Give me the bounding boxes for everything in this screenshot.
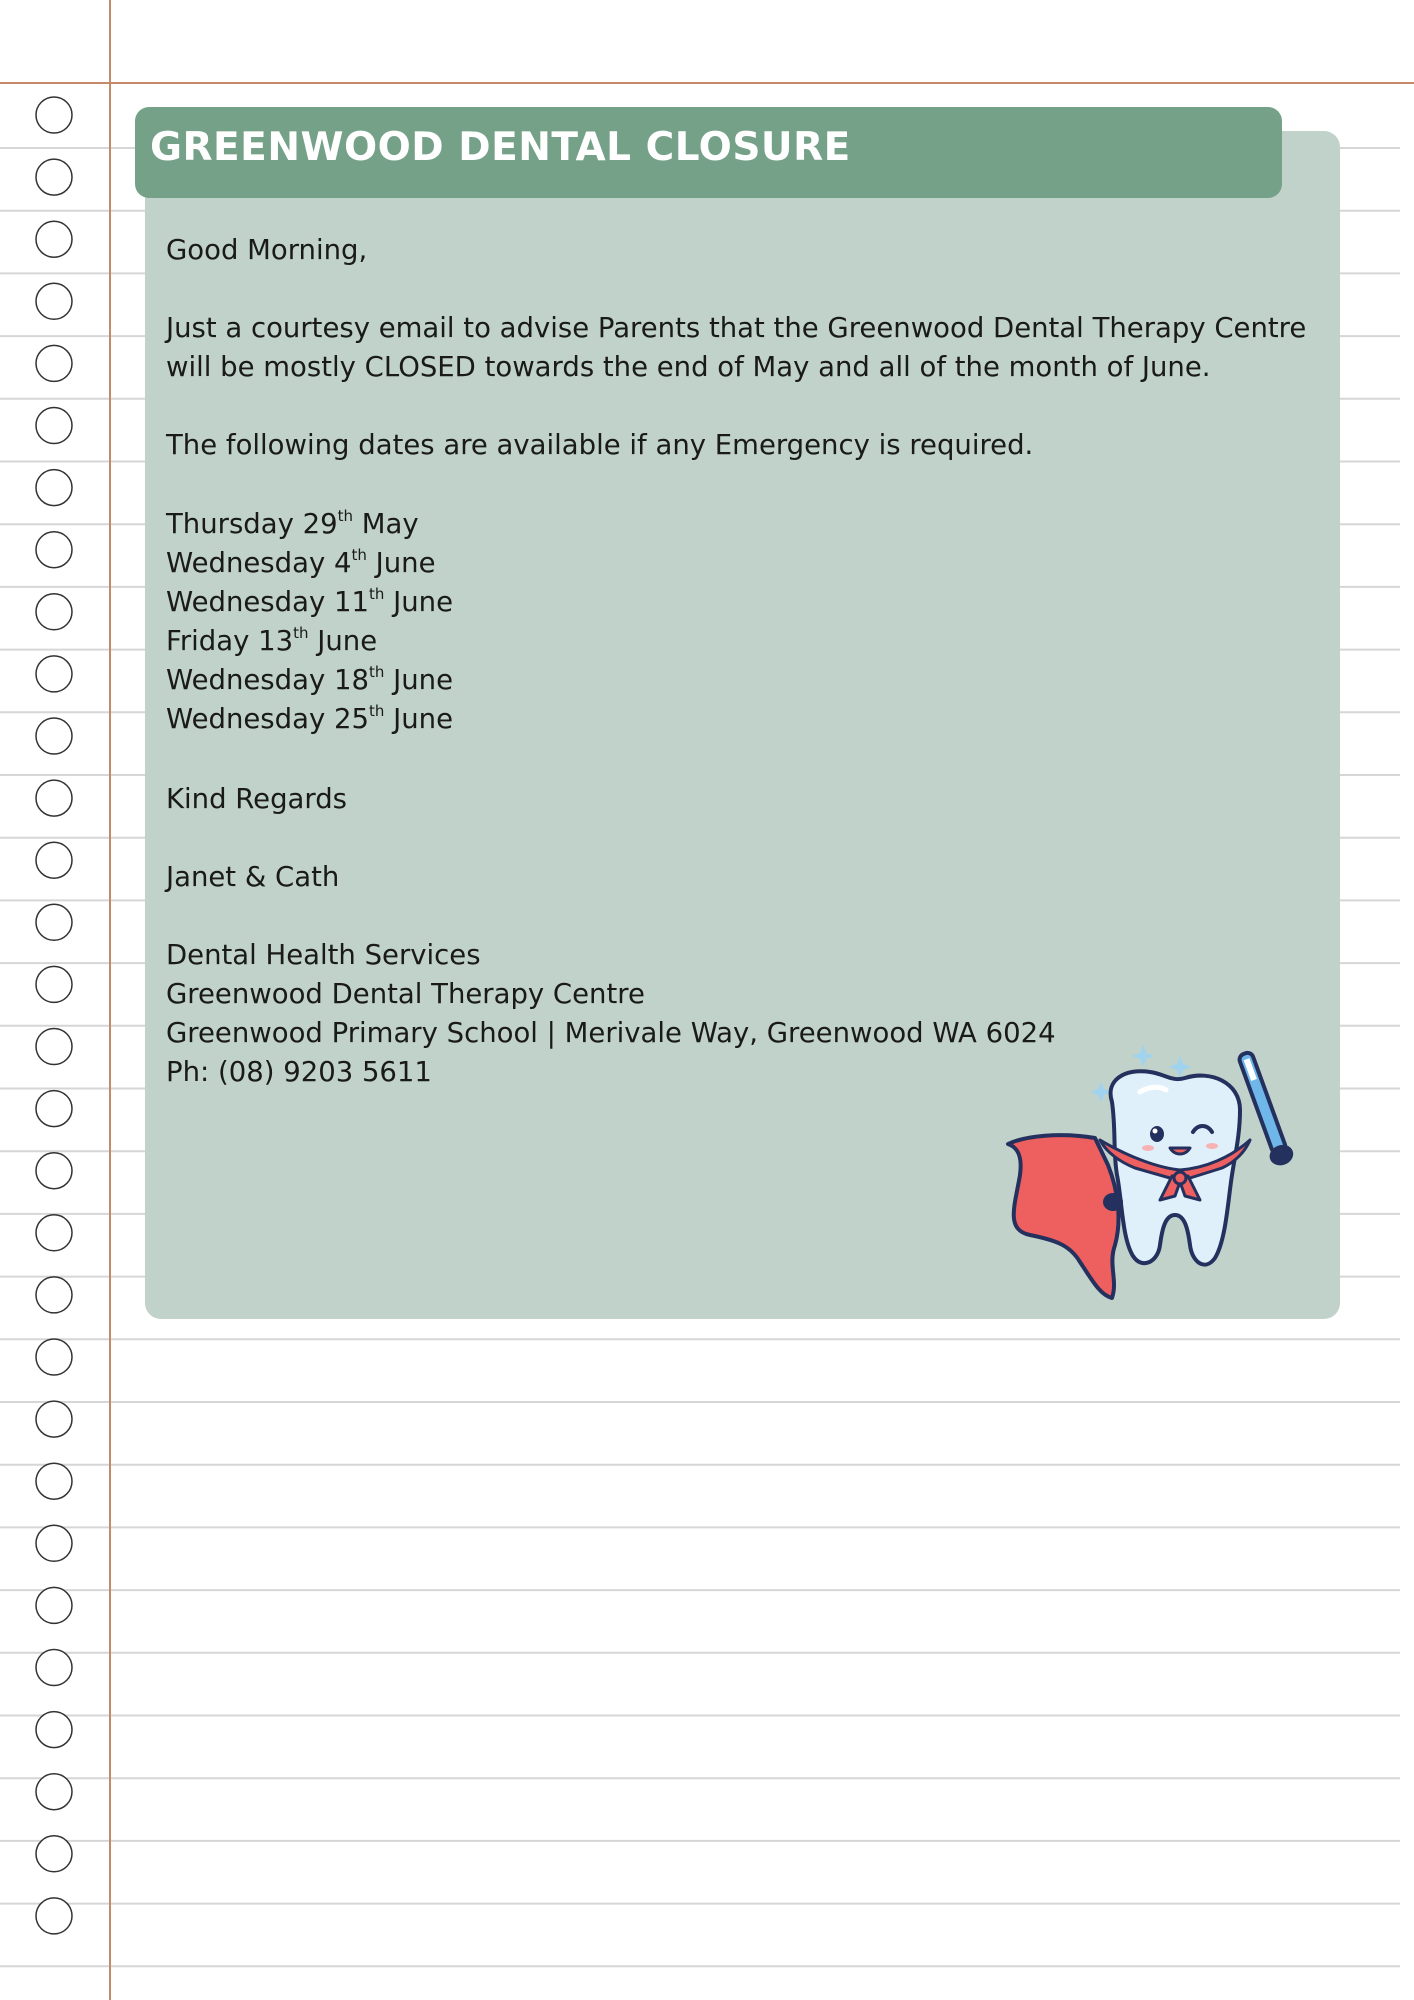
date-item: Wednesday 11th June (166, 584, 453, 618)
signatories: Janet & Cath (166, 861, 340, 893)
binder-hole-icon (36, 1898, 72, 1934)
binder-hole-icon (36, 1650, 72, 1686)
signature-address: Greenwood Primary School | Merivale Way, Greenwood WA 6024 (166, 1017, 1056, 1049)
binder-hole-icon (36, 470, 72, 506)
sign-off: Kind Regards (166, 783, 348, 815)
binder-hole-icon (36, 345, 72, 381)
date-item: Wednesday 4th June (166, 545, 436, 579)
emergency-dates-list (166, 505, 453, 739)
date-item: Wednesday 25th June (166, 701, 453, 735)
sparkle-icon (1132, 1045, 1154, 1067)
binder-hole-icon (36, 1029, 72, 1065)
greeting: Good Morning, (166, 234, 368, 266)
binder-hole-icon (36, 1774, 72, 1810)
date-item: Friday 13th June (166, 623, 378, 657)
signature-phone: Ph: (08) 9203 5611 (166, 1056, 432, 1088)
binder-hole-icon (36, 1401, 72, 1437)
intro-line-1: Just a courtesy email to advise Parents that the Greenwood Dental Therapy Centre (166, 312, 1307, 344)
binder-hole-icon (36, 159, 72, 195)
binder-hole-icon (36, 532, 72, 568)
cape-icon (1008, 1135, 1119, 1298)
binder-hole-icon (36, 656, 72, 692)
binder-hole-icon (36, 1836, 72, 1872)
signature-organisation: Dental Health Services (166, 939, 481, 971)
binder-hole-icon (36, 221, 72, 257)
sparkle-icon (1091, 1082, 1111, 1102)
date-item: Wednesday 18th June (166, 662, 453, 696)
binder-hole-icon (36, 1153, 72, 1189)
availability-note: The following dates are available if any Emergency is required. (166, 429, 1034, 461)
binder-holes (36, 97, 72, 1934)
binder-hole-icon (36, 408, 72, 444)
binder-hole-icon (36, 1091, 72, 1127)
date-item: Thursday 29th May (166, 506, 419, 540)
sparkle-icon (1169, 1056, 1191, 1078)
binder-hole-icon (36, 842, 72, 878)
binder-hole-icon (36, 594, 72, 630)
binder-hole-icon (36, 718, 72, 754)
signature-centre: Greenwood Dental Therapy Centre (166, 978, 645, 1010)
binder-hole-icon (36, 1215, 72, 1251)
notice-title: GREENWOOD DENTAL CLOSURE (150, 125, 851, 170)
binder-hole-icon (36, 1525, 72, 1561)
tooth-superhero-icon (1000, 1040, 1330, 1305)
binder-hole-icon (36, 1277, 72, 1313)
binder-hole-icon (36, 1587, 72, 1623)
intro-line-2: will be mostly CLOSED towards the end of May and all of the month of June. (166, 351, 1211, 383)
binder-hole-icon (36, 97, 72, 133)
binder-hole-icon (36, 1339, 72, 1375)
binder-hole-icon (36, 966, 72, 1002)
binder-hole-icon (36, 1712, 72, 1748)
binder-hole-icon (36, 1463, 72, 1499)
binder-hole-icon (36, 283, 72, 319)
binder-hole-icon (36, 780, 72, 816)
binder-hole-icon (36, 904, 72, 940)
